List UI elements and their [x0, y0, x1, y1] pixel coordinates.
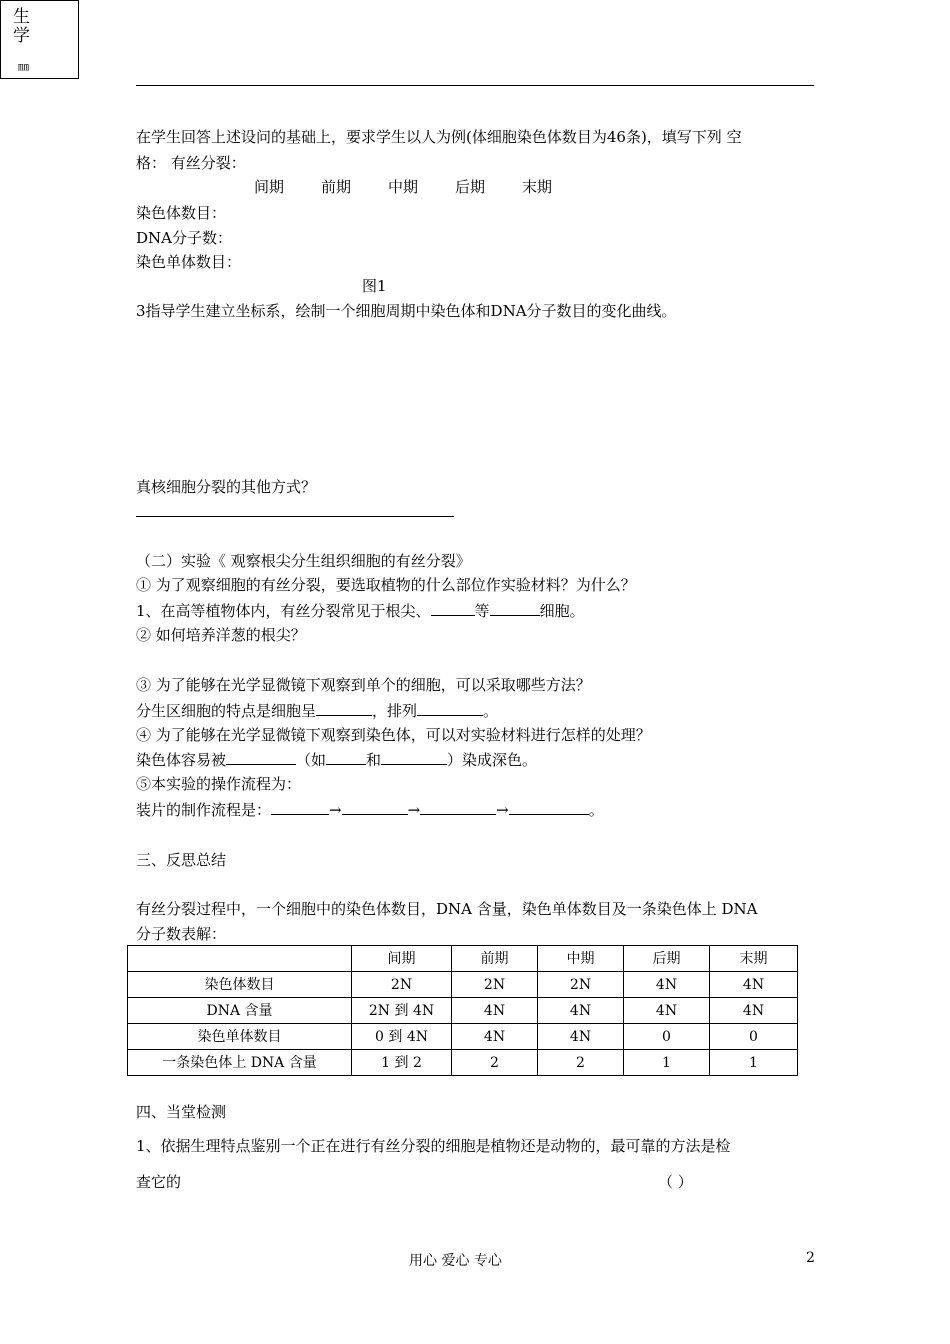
table-cell: 4N [452, 1024, 538, 1050]
table-cell: 4N [538, 998, 624, 1024]
figure-caption: 图1 [362, 277, 387, 295]
table-cell: 1 到 2 [352, 1050, 452, 1076]
a1-text-mid: 等 [474, 602, 490, 620]
table-cell: 0 [624, 1024, 710, 1050]
corner-char-3: ㎜ [18, 60, 29, 73]
a5-blank-2[interactable] [342, 800, 408, 815]
experiment-q4: ④ 为了能够在光学显微镜下观察到染色体，可以对实验材料进行怎样的处理？ [136, 726, 651, 744]
table-cell: 2N [352, 972, 452, 998]
experiment-q1: ① 为了观察细胞的有丝分裂，要选取植物的什么部位作实验材料？为什么？ [136, 576, 636, 594]
phase-telophase: 末期 [522, 178, 553, 196]
table-row [128, 972, 798, 998]
a4-text-post: ）染成深色。 [447, 751, 538, 769]
experiment-a1 [136, 601, 585, 620]
table-cell: 4N [710, 972, 798, 998]
footer-motto: 用心 爱心 专心 [409, 1253, 502, 1269]
phase-metaphase: 中期 [388, 178, 419, 196]
mitosis-summary-table [127, 945, 798, 1076]
a5-arrow-2: → [407, 801, 421, 819]
corner-label-box [0, 0, 79, 79]
a5-text-post: 。 [588, 801, 604, 819]
a5-arrow-3: → [496, 801, 509, 819]
a5-blank-1[interactable] [271, 800, 329, 815]
label-chromatid-count: 染色单体数目： [136, 253, 242, 271]
section-3-text-1: 有丝分裂过程中，一个细胞中的染色体数目，DNA 含量，染色单体数目及一条染色体上 DNA [136, 900, 758, 918]
table-cell: 4N [624, 972, 710, 998]
section-3-text-2: 分子数表解： [136, 925, 227, 943]
header-rule [136, 85, 814, 86]
corner-char-1: 生 [13, 7, 30, 27]
a5-blank-3[interactable] [420, 800, 496, 815]
table-cell: 染色单体数目 [128, 1024, 352, 1050]
table-cell: 2N [538, 972, 624, 998]
experiment-q3: ③ 为了能够在光学显微镜下观察到单个的细胞，可以采取哪些方法？ [136, 676, 591, 694]
a3-text-mid: ，排列 [372, 702, 418, 720]
table-header-cell: 末期 [710, 946, 798, 972]
section-3-heading: 三、反思总结 [136, 851, 227, 869]
table-row [128, 1050, 798, 1076]
a3-blank-1[interactable] [316, 701, 372, 716]
a5-blank-4[interactable] [509, 800, 589, 815]
experiment-q2: ② 如何培养洋葱的根尖？ [136, 626, 306, 644]
phase-anaphase: 后期 [455, 178, 486, 196]
table-cell: 4N [452, 998, 538, 1024]
table-cell: 2N [452, 972, 538, 998]
a3-text-post: 。 [483, 702, 499, 720]
phase-interphase: 间期 [254, 178, 285, 196]
a4-text-pre: 染色体容易被 [136, 751, 227, 769]
a4-text-mid2: 和 [366, 751, 382, 769]
intro-line-1: 在学生回答上述设问的基础上，要求学生以人为例(体细胞染色体数目为46条)，填写下列 空 [136, 128, 742, 146]
table-cell: 一条染色体上 DNA 含量 [128, 1050, 352, 1076]
a1-blank-2[interactable] [490, 601, 540, 616]
table-header-row [128, 946, 798, 972]
section-4-q1-line-1: 1、依据生理特点鉴别一个正在进行有丝分裂的细胞是植物还是动物的，最可靠的方法是检 [136, 1137, 731, 1155]
table-cell: 4N [710, 998, 798, 1024]
a5-arrow-1: → [329, 801, 342, 819]
intro-line-2: 格： 有丝分裂： [136, 154, 246, 172]
table-header-cell: 前期 [452, 946, 538, 972]
answer-parentheses[interactable]: （ ） [658, 1173, 693, 1191]
label-dna-count: DNA分子数： [136, 229, 232, 247]
table-cell: 0 到 4N [352, 1024, 452, 1050]
label-chromosome-count: 染色体数目： [136, 204, 227, 222]
a4-text-mid1: （如 [296, 751, 327, 769]
corner-char-2: 学 [13, 26, 30, 46]
a4-blank-2[interactable] [326, 750, 366, 765]
table-row [128, 1024, 798, 1050]
a5-text-pre: 装片的制作流程是： [136, 801, 272, 819]
a4-blank-1[interactable] [226, 750, 296, 765]
table-cell: 染色体数目 [128, 972, 352, 998]
table-cell: 2N 到 4N [352, 998, 452, 1024]
table-cell: 4N [624, 998, 710, 1024]
a4-blank-3[interactable] [381, 750, 447, 765]
table-header-cell: 间期 [352, 946, 452, 972]
experiment-a5 [136, 800, 604, 819]
experiment-q5: ⑤本实验的操作流程为： [136, 775, 302, 793]
experiment-a3 [136, 701, 498, 720]
page-number: 2 [806, 1250, 815, 1266]
phase-prophase: 前期 [321, 178, 352, 196]
experiment-a4 [136, 750, 537, 769]
a1-blank-1[interactable] [431, 601, 475, 616]
question-other-division: 真核细胞分裂的其他方式？ [136, 478, 317, 496]
a1-text-post: 细胞。 [539, 602, 585, 620]
table-row [128, 998, 798, 1024]
table-cell: 1 [710, 1050, 798, 1076]
section-4-heading: 四、当堂检测 [136, 1103, 227, 1121]
section-4-q1-line-2: 查它的 [136, 1173, 182, 1191]
experiment-title: （二）实验《 观察根尖分生组织细胞的有丝分裂》 [136, 552, 471, 570]
a1-text-pre: 1、在高等植物体内，有丝分裂常见于根尖、 [136, 602, 431, 620]
table-header-cell [128, 946, 352, 972]
table-cell: 4N [538, 1024, 624, 1050]
table-header-cell: 中期 [538, 946, 624, 972]
table-cell: DNA 含量 [128, 998, 352, 1024]
table-cell: 0 [710, 1024, 798, 1050]
a3-blank-2[interactable] [417, 701, 483, 716]
table-cell: 2 [538, 1050, 624, 1076]
table-header-cell: 后期 [624, 946, 710, 972]
answer-line [136, 516, 454, 517]
table-cell: 2 [452, 1050, 538, 1076]
a3-text-pre: 分生区细胞的特点是细胞呈 [136, 702, 317, 720]
task-3: 3指导学生建立坐标系，绘制一个细胞周期中染色体和DNA分子数目的变化曲线。 [136, 302, 677, 320]
table-cell: 1 [624, 1050, 710, 1076]
